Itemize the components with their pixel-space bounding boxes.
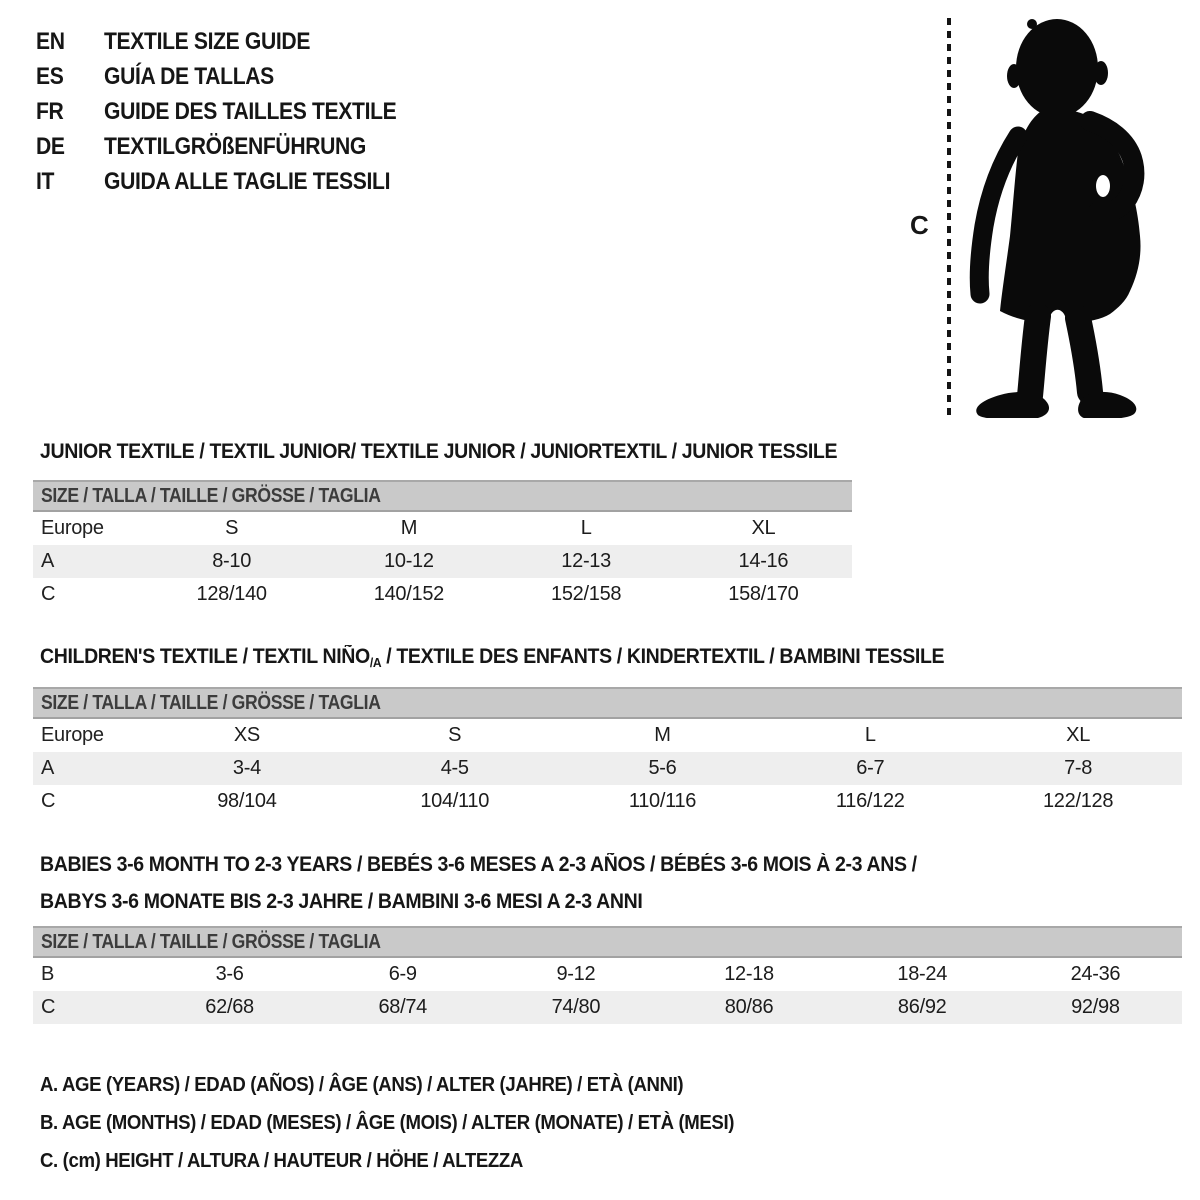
language-code: IT	[36, 167, 55, 195]
table-row	[33, 511, 852, 545]
size-cell: 80/86	[662, 991, 835, 1024]
row-label: B	[41, 963, 55, 985]
junior-size-table	[33, 480, 852, 611]
size-cell: 158/170	[728, 583, 799, 605]
size-cell: 6-7	[766, 752, 974, 785]
size-cell: 74/80	[489, 991, 662, 1024]
legend-text: C. (cm) HEIGHT / ALTURA / HAUTEUR / HÖHE / ALTEZZA	[40, 1150, 523, 1172]
row-label: A	[33, 752, 143, 785]
size-cell: 6-9	[388, 963, 417, 985]
size-cell: 9-12	[556, 963, 596, 985]
size-cell: 3-6	[215, 963, 244, 985]
size-cell: 18-24	[897, 963, 948, 985]
size-cell: XS	[233, 724, 260, 746]
height-measure-dashed-line	[947, 18, 951, 415]
size-cell: 98/104	[217, 790, 277, 812]
language-title-list	[36, 24, 436, 199]
row-label: C	[41, 790, 56, 812]
legend-text: B. AGE (MONTHS) / EDAD (MESES) / ÂGE (MOIS) / ALTER (MONATE) / ETÀ (MESI)	[40, 1112, 735, 1134]
language-title: GUIDE DES TAILLES TEXTILE	[104, 97, 397, 125]
size-cell: 8-10	[143, 545, 320, 578]
size-cell: 7-8	[974, 752, 1182, 785]
babies-section-title	[40, 846, 983, 920]
measurement-legend	[40, 1066, 786, 1180]
section-title-text: BABYS 3-6 MONATE BIS 2-3 JAHRE / BAMBINI 3-6 MESI A 2-3 ANNI	[40, 890, 643, 913]
language-row	[36, 94, 436, 129]
row-label: C	[33, 991, 143, 1024]
size-cell: 14-16	[675, 545, 852, 578]
section-title-text	[40, 638, 944, 681]
table-row	[33, 752, 1182, 785]
title-part: CHILDREN'S TEXTILE / TEXTIL NIÑO	[40, 645, 370, 668]
table-row	[33, 718, 1182, 752]
size-header-text: SIZE / TALLA / TAILLE / GRÖSSE / TAGLIA	[41, 930, 381, 953]
size-cell: 62/68	[143, 991, 316, 1024]
table-row	[33, 991, 1182, 1024]
size-cell: 110/116	[628, 790, 697, 812]
size-cell: S	[225, 517, 239, 539]
table-row	[33, 545, 852, 578]
junior-section-title	[40, 433, 897, 470]
size-cell: 122/128	[1042, 790, 1114, 812]
size-header-row	[33, 688, 1182, 718]
legend-text: A. AGE (YEARS) / EDAD (AÑOS) / ÂGE (ANS) / ALTER (JAHRE) / ETÀ (ANNI)	[40, 1074, 684, 1096]
language-code: DE	[36, 132, 65, 160]
size-cell: 68/74	[316, 991, 489, 1024]
language-row	[36, 129, 436, 164]
size-cell: M	[654, 724, 671, 746]
size-cell: 128/140	[196, 583, 267, 605]
row-label: C	[41, 583, 56, 605]
size-cell: XL	[751, 517, 776, 539]
table-row	[33, 785, 1182, 818]
size-cell: 92/98	[1009, 991, 1182, 1024]
size-header-cell	[33, 927, 1182, 957]
row-label: Europe	[41, 724, 104, 746]
size-cell: L	[580, 517, 592, 539]
size-cell: 86/92	[836, 991, 1009, 1024]
size-cell: M	[400, 517, 418, 539]
language-row	[36, 164, 436, 199]
size-cell: 12-18	[724, 963, 774, 985]
language-title: TEXTILE SIZE GUIDE	[104, 27, 311, 55]
size-header-cell	[33, 481, 852, 511]
size-cell: 152/158	[551, 583, 622, 605]
baby-silhouette-icon	[960, 16, 1150, 418]
language-title: GUIDA ALLE TAGLIE TESSILI	[104, 167, 391, 195]
size-cell: 12-13	[498, 545, 675, 578]
language-code: ES	[36, 62, 64, 90]
size-cell: 116/122	[835, 790, 905, 812]
size-cell: 4-5	[351, 752, 559, 785]
babies-size-table	[33, 926, 1182, 1024]
size-cell: 3-4	[143, 752, 351, 785]
title-part: / TEXTILE DES ENFANTS / KINDERTEXTIL / BAMBINI TESSILE	[381, 645, 945, 668]
size-cell: 10-12	[320, 545, 497, 578]
size-header-row	[33, 927, 1182, 957]
row-label: A	[33, 545, 143, 578]
legend-line	[40, 1104, 786, 1142]
language-code: EN	[36, 27, 65, 55]
legend-line	[40, 1142, 786, 1180]
size-cell: XL	[1066, 724, 1091, 746]
section-title-text: BABIES 3-6 MONTH TO 2-3 YEARS / BEBÉS 3-6 MESES A 2-3 AÑOS / BÉBÉS 3-6 MOIS À 2-3 ANS /	[40, 853, 917, 876]
table-row	[33, 578, 852, 611]
size-cell: 140/152	[373, 583, 444, 605]
size-header-cell	[33, 688, 1182, 718]
size-header-text: SIZE / TALLA / TAILLE / GRÖSSE / TAGLIA	[41, 484, 381, 507]
language-row	[36, 24, 436, 59]
size-cell: 24-36	[1070, 963, 1121, 985]
children-section-title	[40, 638, 1012, 681]
language-code: FR	[36, 97, 64, 125]
legend-line	[40, 1066, 786, 1104]
size-cell: L	[864, 724, 876, 746]
table-row	[33, 957, 1182, 991]
size-cell: S	[448, 724, 462, 746]
title-part-sub: /A	[369, 655, 382, 670]
size-cell: 5-6	[559, 752, 767, 785]
language-title: GUÍA DE TALLAS	[104, 62, 274, 90]
height-measure-label: C	[910, 210, 929, 240]
language-row	[36, 59, 436, 94]
size-header-row	[33, 481, 852, 511]
size-header-text: SIZE / TALLA / TAILLE / GRÖSSE / TAGLIA	[41, 691, 381, 714]
section-title-text: JUNIOR TEXTILE / TEXTIL JUNIOR/ TEXTILE JUNIOR / JUNIORTEXTIL / JUNIOR TESSILE	[40, 440, 838, 463]
row-label: Europe	[41, 517, 104, 539]
size-cell: 104/110	[420, 790, 490, 812]
children-size-table	[33, 687, 1182, 818]
language-title: TEXTILGRÖßENFÜHRUNG	[104, 132, 367, 160]
